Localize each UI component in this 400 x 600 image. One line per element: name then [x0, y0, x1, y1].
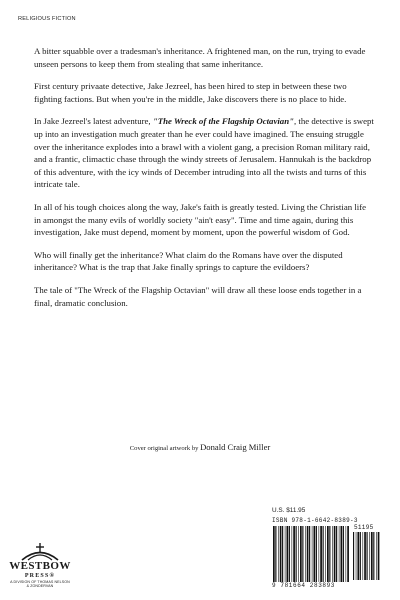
barcode-stripe: [356, 532, 357, 580]
barcode-stripe: [282, 526, 283, 582]
publisher-name: WESTBOW: [9, 560, 71, 572]
barcode-stripe: [278, 526, 279, 582]
barcode-stripe: [357, 532, 359, 580]
isbn-label: ISBN 978-1-6642-8389-3: [272, 517, 358, 524]
barcode-stripe: [319, 526, 320, 582]
credit-prefix: Cover original artwork by: [129, 445, 201, 452]
publisher-emblem-icon: [6, 541, 74, 561]
publisher-logo: [6, 541, 74, 588]
blurb-paragraph-1: A bitter squabble over a tradesman's inheritance. A frightened man, on the run, trying to evade unseen persons to keep them from stealing that same inheritance.: [34, 46, 366, 69]
barcode-stripe: [347, 526, 349, 582]
barcode-block: [272, 507, 384, 594]
barcode-stripe: [280, 526, 282, 582]
barcode-stripe: [378, 532, 380, 580]
barcode-stripe: [353, 532, 354, 580]
blurb-paragraph-5: Who will finally get the inheritance? What claim do the Romans have over the disputed inheritance? What is the trap that Jake finally springs to capture the evildoers?: [34, 249, 343, 273]
barcode-stripe: [371, 532, 373, 580]
barcode-stripe: [343, 526, 344, 582]
credit-artist: Donald Craig Miller: [200, 442, 271, 452]
barcode-stripe: [329, 526, 330, 582]
barcode-stripe: [289, 526, 290, 582]
barcode-stripe: [339, 526, 340, 582]
barcode-stripe: [312, 526, 313, 582]
blurb-paragraph-3: [34, 115, 374, 191]
barcode-stripe: [293, 526, 295, 582]
price-label: U.S. $11.95: [272, 507, 306, 514]
barcode-stripe: [341, 526, 343, 582]
barcode-stripe: [364, 532, 366, 580]
barcode-stripe: [320, 526, 322, 582]
barcode-stripe: [327, 526, 329, 582]
barcode-area: [272, 524, 384, 594]
barcode-stripe: [367, 532, 368, 580]
barcode-stripe: [275, 526, 276, 582]
ean-digits: 9 781664 283893: [272, 582, 336, 589]
barcode-stripe: [325, 526, 326, 582]
barcode-stripe: [369, 532, 370, 580]
barcode-stripe: [298, 526, 299, 582]
barcode-stripe: [307, 526, 309, 582]
blurb-paragraph-6: The tale of "The Wreck of the Flagship Octavian" will draw all these loose ends together in a final, dramatic conclusion.: [34, 284, 362, 308]
barcode-stripe: [332, 526, 333, 582]
publisher-division-line-1: A DIVISION OF THOMAS NELSON: [10, 580, 70, 584]
barcode-stripe: [316, 526, 317, 582]
back-cover-blurb: [34, 45, 374, 319]
barcode-stripe: [285, 526, 286, 582]
barcode-stripe: [309, 526, 310, 582]
barcode-stripe: [273, 526, 275, 582]
cover-art-credit: [0, 442, 400, 452]
barcode-stripe: [334, 526, 336, 582]
barcode-stripe: [323, 526, 324, 582]
barcode-stripe: [296, 526, 297, 582]
barcode-stripe: [376, 532, 377, 580]
genre-label: RELIGIOUS FICTION: [18, 16, 76, 22]
barcode-stripe: [287, 526, 289, 582]
blurb-paragraph-2: First century privaate detective, Jake Jezreel, has been hired to step in between these two fighting factions. But when you're in the middle, Jake discovers there is no place to hide.: [34, 81, 347, 104]
barcode-stripe: [373, 532, 374, 580]
publisher-press: PRESS®: [24, 573, 56, 579]
barcode-stripe: [346, 526, 347, 582]
barcode-stripe: [292, 526, 293, 582]
addon-digits: 51195: [354, 524, 374, 531]
barcode-stripe: [302, 526, 303, 582]
barcode-stripe: [305, 526, 306, 582]
barcode-stripe: [314, 526, 316, 582]
addon-barcode-icon: [352, 532, 382, 580]
blurb-paragraph-4: In all of his tough choices along the way, Jake's faith is greatly tested. Living the Christian life in amongst the many evils of worldly society "ain't easy". Time and time again, during this investigation, Jake must depend, moment by moment, upon the powerful wisdom of God.: [34, 201, 367, 238]
barcode-stripe: [363, 532, 364, 580]
publisher-division-line-2: & ZONDERVAN: [26, 584, 54, 589]
barcode-stripe: [300, 526, 302, 582]
barcode-stripe: [336, 526, 337, 582]
blurb-p3-body: , the detective is swept up into an investigation much greater than he ever could have imagined. The ensuing struggle over the inheritance explodes into a brawl with a violent gang, a precision Roman military raid, and a frantic, climactic chase through the windy streets of Jerusalem. Hannukah is the backdrop of this adventure, with the icy winds of December intruding into all the twists and turns of this intricate tale.: [34, 116, 374, 190]
ean-barcode-icon: [272, 526, 350, 582]
book-title-emphasis: "The Wreck of the Flagship Octavian": [152, 116, 294, 127]
barcode-stripe: [360, 532, 361, 580]
blurb-p3-intro: In Jake Jezreel's latest adventure,: [34, 116, 153, 127]
